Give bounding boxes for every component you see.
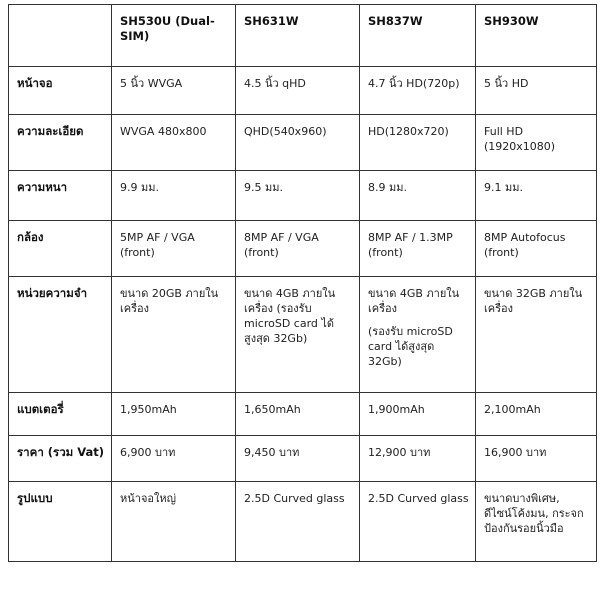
table-row-price bbox=[9, 436, 597, 482]
row-label-memory: หน่วยความจำ bbox=[9, 277, 112, 393]
table-cell: 1,900mAh bbox=[360, 393, 476, 436]
table-cell: 2.5D Curved glass bbox=[236, 482, 360, 562]
spec-comparison-table bbox=[8, 4, 597, 562]
model-header-sh530u: SH530U (Dual-SIM) bbox=[112, 5, 236, 67]
row-label-resolution: ความละเอียด bbox=[9, 115, 112, 171]
table-row-thickness bbox=[9, 171, 597, 221]
table-cell: 9.9 มม. bbox=[112, 171, 236, 221]
table-cell: 12,900 บาท bbox=[360, 436, 476, 482]
table-row-resolution bbox=[9, 115, 597, 171]
table-cell: 9.1 มม. bbox=[476, 171, 597, 221]
table-cell: ขนาด 4GB ภายในเครื่อง (รองรับ microSD card ได้สูงสุด 32Gb) bbox=[236, 277, 360, 393]
table-cell: 8.9 มม. bbox=[360, 171, 476, 221]
table-cell: 8MP AF / 1.3MP (front) bbox=[360, 221, 476, 277]
table-cell: 8MP AF / VGA (front) bbox=[236, 221, 360, 277]
row-label-thickness: ความหนา bbox=[9, 171, 112, 221]
table-cell: ขนาด 32GB ภายในเครื่อง bbox=[476, 277, 597, 393]
table-cell: QHD(540x960) bbox=[236, 115, 360, 171]
table-cell: 9,450 บาท bbox=[236, 436, 360, 482]
header-row bbox=[9, 5, 597, 67]
model-header-sh837w: SH837W bbox=[360, 5, 476, 67]
table-cell: ขนาด 20GB ภายในเครื่อง bbox=[112, 277, 236, 393]
table-cell: 2.5D Curved glass bbox=[360, 482, 476, 562]
table-cell: 1,950mAh bbox=[112, 393, 236, 436]
row-label-price: ราคา (รวม Vat) bbox=[9, 436, 112, 482]
table-cell: 4.5 นิ้ว qHD bbox=[236, 67, 360, 115]
row-label-screen: หน้าจอ bbox=[9, 67, 112, 115]
table-cell: 1,650mAh bbox=[236, 393, 360, 436]
table-cell: 6,900 บาท bbox=[112, 436, 236, 482]
memory-capacity-text: ขนาด 4GB ภายในเครื่อง bbox=[368, 287, 460, 315]
row-label-battery: แบตเตอรี่ bbox=[9, 393, 112, 436]
table-cell: 9.5 มม. bbox=[236, 171, 360, 221]
table-cell: 5 นิ้ว WVGA bbox=[112, 67, 236, 115]
table-row-design bbox=[9, 482, 597, 562]
table-cell: HD(1280x720) bbox=[360, 115, 476, 171]
table-row-battery bbox=[9, 393, 597, 436]
paragraph-gap bbox=[368, 316, 469, 324]
table-row-camera bbox=[9, 221, 597, 277]
table-cell: 16,900 บาท bbox=[476, 436, 597, 482]
table-cell: WVGA 480x800 bbox=[112, 115, 236, 171]
table-cell: 5 นิ้ว HD bbox=[476, 67, 597, 115]
table-cell: Full HD (1920x1080) bbox=[476, 115, 597, 171]
row-label-camera: กล้อง bbox=[9, 221, 112, 277]
table-cell bbox=[360, 277, 476, 393]
corner-cell bbox=[9, 5, 112, 67]
table-row-memory bbox=[9, 277, 597, 393]
table-cell: 5MP AF / VGA (front) bbox=[112, 221, 236, 277]
table-cell: 4.7 นิ้ว HD(720p) bbox=[360, 67, 476, 115]
table-row-screen bbox=[9, 67, 597, 115]
table-cell: 8MP Autofocus (front) bbox=[476, 221, 597, 277]
table-cell: ขนาดบางพิเศษ, ดีไซน์โค้งมน, กระจกป้องกันรอยนิ้วมือ bbox=[476, 482, 597, 562]
table-cell: หน้าจอใหญ่ bbox=[112, 482, 236, 562]
model-header-sh930w: SH930W bbox=[476, 5, 597, 67]
model-header-sh631w: SH631W bbox=[236, 5, 360, 67]
table-cell: 2,100mAh bbox=[476, 393, 597, 436]
row-label-design: รูปแบบ bbox=[9, 482, 112, 562]
memory-expansion-note: (รองรับ microSD card ได้สูงสุด 32Gb) bbox=[368, 325, 453, 368]
